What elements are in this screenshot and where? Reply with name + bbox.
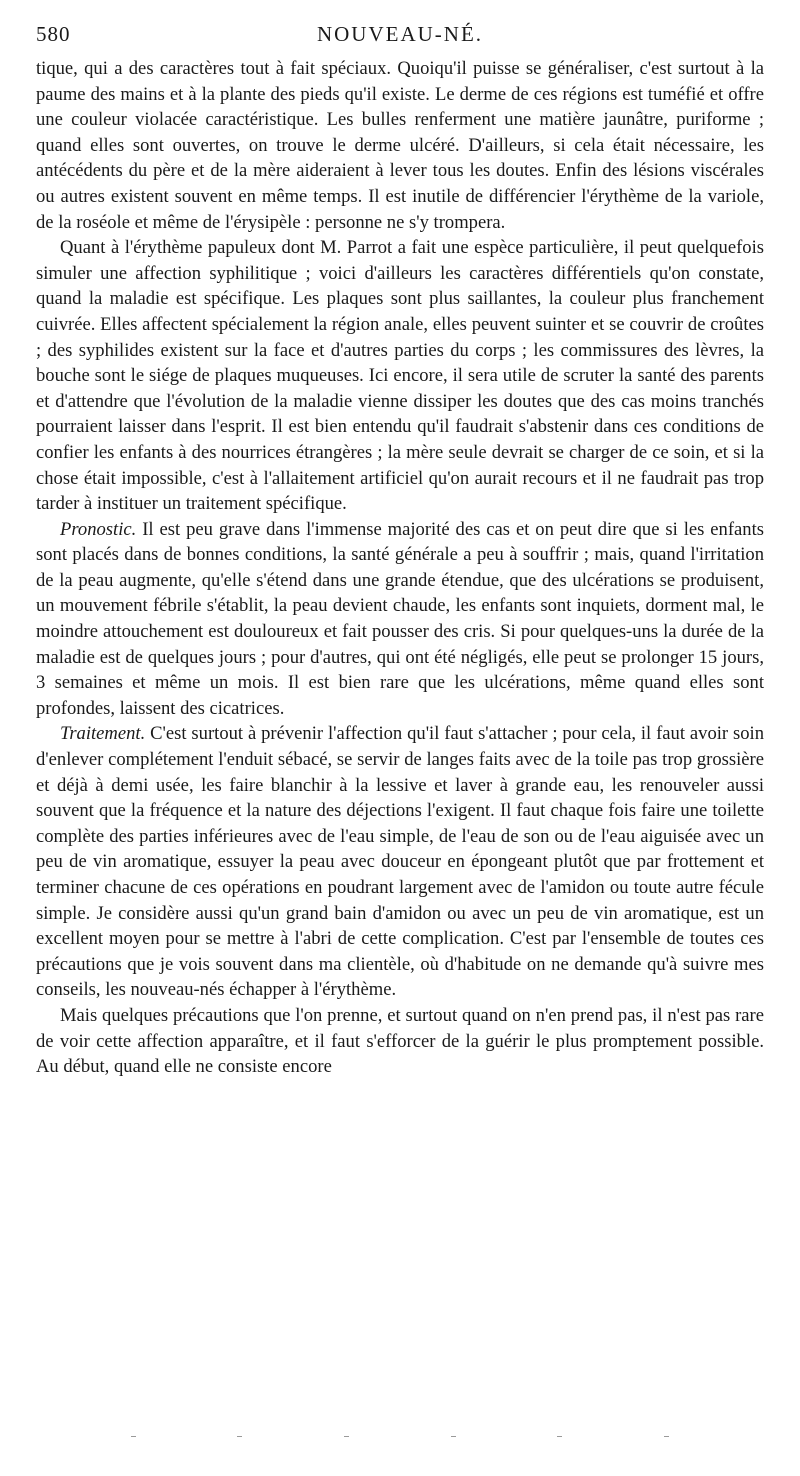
rubric-traitement: Traitement. bbox=[60, 723, 146, 745]
paragraph-traitement bbox=[36, 721, 764, 1003]
paragraph-text: C'est surtout à prévenir l'affection qu'il faut s'attacher ; pour cela, il faut avoir soin d'enlever complétement l'enduit sébacé, se servir de langes faits avec de la toile pas trop grossière et déjà à demi usée, les faire blanchir à la lessive et laver à grande eau, les renouveler aussi souvent que la fréquence et la nature des déjections l'exigent. Il faut chaque fois faire une toilette complète des parties inférieures avec de l'eau simple, de l'eau de son ou de l'eau aiguisée avec un peu de vin aromatique, essuyer la peau avec douceur en épongeant plutôt que par frottement et terminer chacune de ces opérations en poudrant largement avec de l'amidon ou toute autre fécule simple. Je considère aussi qu'un grand bain d'amidon ou avec un peu de vin aromatique, est un excellent moyen pour se mettre à l'abri de cette complication. C'est par l'ensemble de toutes ces précautions que je vois souvent dans ma clientèle, où d'habitude on ne demande qu'à suivre mes conseils, les nouveau-nés échapper à l'érythème. bbox=[36, 723, 764, 1001]
paragraph-papular-erythema bbox=[36, 235, 764, 517]
body-text bbox=[36, 56, 764, 1080]
book-page bbox=[36, 22, 764, 1080]
scan-artifact-marks bbox=[80, 1436, 720, 1442]
scan-mark bbox=[344, 1436, 349, 1437]
scan-mark bbox=[557, 1436, 562, 1437]
running-header bbox=[36, 22, 764, 56]
paragraph-continued bbox=[36, 56, 764, 235]
paragraph-text: tique, qui a des caractères tout à fait spéciaux. Quoiqu'il puisse se généraliser, c'est surtout à la paume des mains et à la plante des pieds qu'il existe. Le derme de ces régions est tuméfié et offre une couleur violacée caractéristique. Les bulles renferment une matière jaunâtre, puriforme ; quand elles sont ouvertes, on trouve le derme ulcéré. D'ailleurs, si cela était nécessaire, les antécédents du père et de la mère aideraient à lever tous les doutes. Enfin des lésions viscérales ou autres existent souvent en même temps. Il est inutile de différencier l'érythème de la variole, de la roséole et même de l'érysipèle : personne ne s'y trompera. bbox=[36, 58, 764, 233]
paragraph-text: Il est peu grave dans l'immense majorité des cas et on peut dire que si les enfants sont placés dans de bonnes conditions, la santé générale a peu à souffrir ; mais, quand l'irritation de la peau augmente, qu'elle s'étend dans une grande étendue, que des ulcérations se produisent, un mouvement fébrile s'établit, la peau devient chaude, les enfants sont inquiets, dorment mal, le moindre attouchement est douloureux et fait pousser des cris. Si pour quelques-uns la durée de la maladie est de quelques jours ; pour d'autres, qui ont été négligés, elle peut se prolonger 15 jours, 3 semaines et même un mois. Il est bien rare que les ulcérations, même quand elles sont profondes, laissent des cicatrices. bbox=[36, 518, 764, 719]
paragraph-pronostic bbox=[36, 517, 764, 722]
rubric-pronostic: Pronostic. bbox=[60, 518, 137, 540]
scan-mark bbox=[451, 1436, 456, 1437]
paragraph-text: Quant à l'érythème papuleux dont M. Parrot a fait une espèce particulière, il peut quelquefois simuler une affection syphilitique ; voici d'ailleurs les caractères différentiels qu'on constate, quand la maladie est spécifique. Les plaques sont plus saillantes, la couleur plus franchement cuivrée. Elles affectent spécialement la région anale, elles peuvent suinter et se couvrir de croûtes ; des syphilides existent sur la face et d'autres parties du corps ; les commissures des lèvres, la bouche sont le siége de plaques muqueuses. Ici encore, il sera utile de scruter la santé des parents et d'attendre que l'évolution de la maladie vienne dissiper les doutes que des cas moins tranchés pourraient laisser dans l'esprit. Il est bien entendu qu'il faudrait s'abstenir dans ces conditions de confier les enfants à des nourrices étrangères ; la mère seule devrait se charger de ce soin, et si la chose était impossible, c'est à l'allaitement artificiel qu'on aurait recours et il ne faudrait pas trop tarder à instituer un traitement spécifique. bbox=[36, 237, 764, 515]
scan-mark bbox=[237, 1436, 242, 1437]
scan-mark bbox=[664, 1436, 669, 1437]
running-title: NOUVEAU-NÉ. bbox=[316, 22, 484, 46]
page-number: 580 bbox=[36, 22, 71, 46]
paragraph-final bbox=[36, 1003, 764, 1080]
scan-mark bbox=[131, 1436, 136, 1437]
paragraph-text: Mais quelques précautions que l'on prenne, et surtout quand on n'en prend pas, il n'est pas rare de voir cette affection apparaître, et il faut s'efforcer de la guérir le plus promptement possible. Au début, quand elle ne consiste encore bbox=[36, 1004, 764, 1078]
